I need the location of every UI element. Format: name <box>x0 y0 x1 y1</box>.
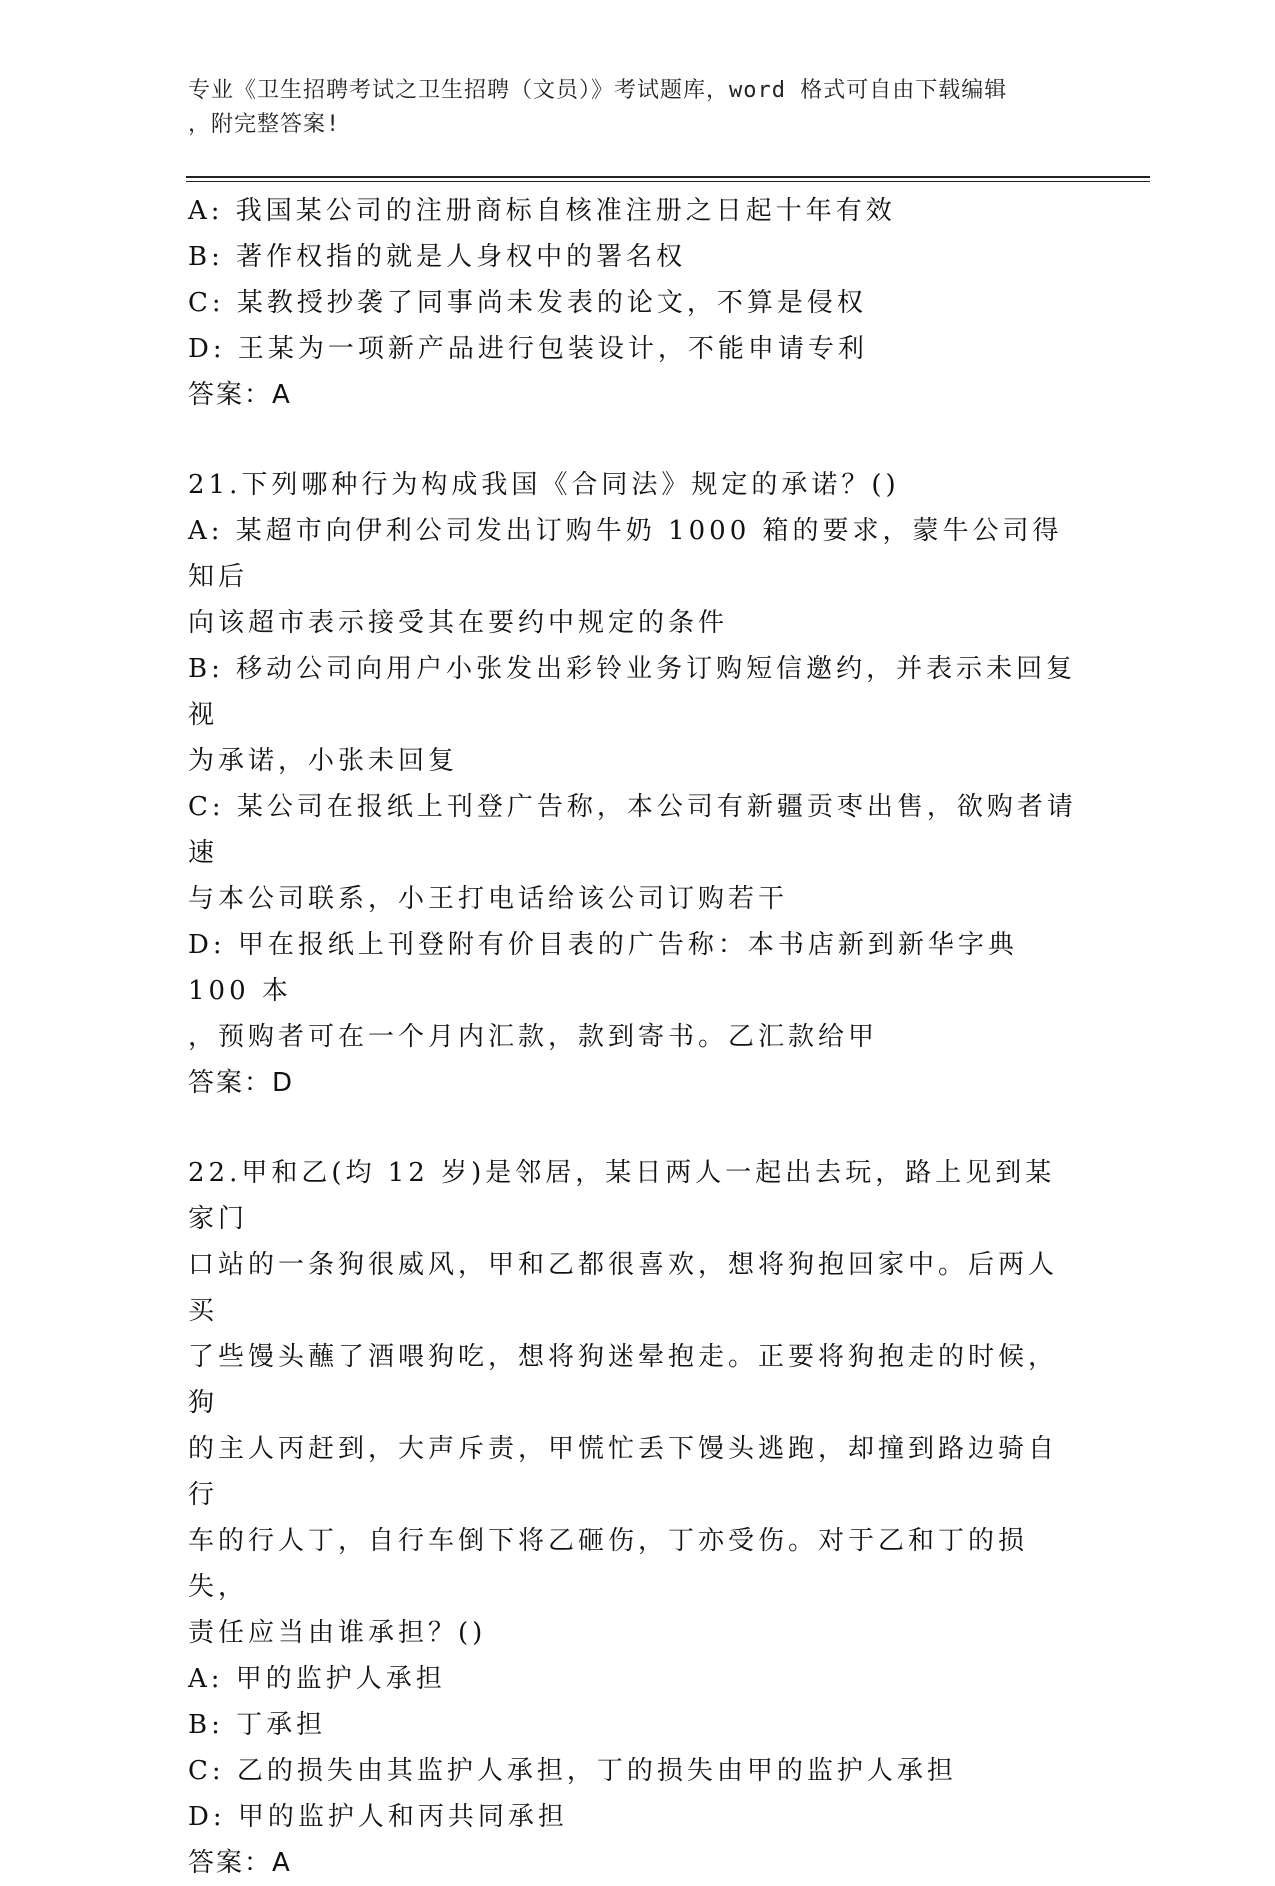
q22-question-line-1: 22.甲和乙(均 12 岁)是邻居，某日两人一起出去玩，路上见到某家门 <box>188 1158 1056 1234</box>
q21-option-c-line-1: C: 某公司在报纸上刊登广告称，本公司有新疆贡枣出售，欲购者请速 <box>188 792 1077 868</box>
q22-answer: 答案：A <box>188 1848 292 1878</box>
q22-question-line-4: 的主人丙赶到，大声斥责，甲慌忙丢下馒头逃跑，却撞到路边骑自行 <box>188 1434 1059 1510</box>
header-divider-thin <box>186 181 1150 182</box>
q21-option-b-line-2: 为承诺，小张未回复 <box>188 746 459 776</box>
q21-question: 21.下列哪种行为构成我国《合同法》规定的承诺？() <box>188 470 900 500</box>
q20-option-c: C: 某教授抄袭了同事尚未发表的论文，不算是侵权 <box>188 288 867 318</box>
question-21-block <box>188 462 1078 1106</box>
q22-option-c: C: 乙的损失由其监护人承担，丁的损失由甲的监护人承担 <box>188 1756 957 1786</box>
document-header <box>188 74 1068 142</box>
spacer <box>188 418 1078 462</box>
q22-question-line-5: 车的行人丁，自行车倒下将乙砸伤，丁亦受伤。对于乙和丁的损失， <box>188 1526 1029 1602</box>
q22-question-line-2: 口站的一条狗很威风，甲和乙都很喜欢，想将狗抱回家中。后两人买 <box>188 1250 1059 1326</box>
q20-option-b: B: 著作权指的就是人身权中的署名权 <box>188 242 687 272</box>
question-20-block <box>188 188 1078 418</box>
q20-option-d: D: 王某为一项新产品进行包装设计，不能申请专利 <box>188 334 868 364</box>
q21-option-d-line-1: D: 甲在报纸上刊登附有价目表的广告称：本书店新到新华字典 100 本 <box>188 930 1018 1006</box>
q20-option-a: A: 我国某公司的注册商标自核准注册之日起十年有效 <box>188 196 896 226</box>
q20-answer: 答案：A <box>188 380 292 410</box>
q22-option-a: A: 甲的监护人承担 <box>188 1664 446 1694</box>
header-line-2: ，附完整答案! <box>188 112 341 137</box>
q21-answer: 答案：D <box>188 1068 295 1098</box>
header-divider-thick <box>186 176 1150 178</box>
q21-option-c-line-2: 与本公司联系，小王打电话给该公司订购若干 <box>188 884 789 914</box>
spacer <box>188 1106 1078 1150</box>
q21-option-b-line-1: B: 移动公司向用户小张发出彩铃业务订购短信邀约，并表示未回复视 <box>188 654 1077 730</box>
document-body <box>188 188 1078 1886</box>
q21-option-a-line-2: 向该超市表示接受其在要约中规定的条件 <box>188 608 729 638</box>
q22-question-line-3: 了些馒头蘸了酒喂狗吃，想将狗迷晕抱走。正要将狗抱走的时候，狗 <box>188 1342 1059 1418</box>
q22-option-d: D: 甲的监护人和丙共同承担 <box>188 1802 568 1832</box>
header-line-1: 专业《卫生招聘考试之卫生招聘（文员）》考试题库，word 格式可自由下载编辑 <box>188 78 1008 103</box>
q21-option-a-line-1: A: 某超市向伊利公司发出订购牛奶 1000 箱的要求，蒙牛公司得知后 <box>188 516 1063 592</box>
q21-option-d-line-2: ，预购者可在一个月内汇款，款到寄书。乙汇款给甲 <box>188 1022 879 1052</box>
q22-question-line-6: 责任应当由谁承担？() <box>188 1618 487 1648</box>
q22-option-b: B: 丁承担 <box>188 1710 327 1740</box>
question-22-block <box>188 1150 1078 1886</box>
